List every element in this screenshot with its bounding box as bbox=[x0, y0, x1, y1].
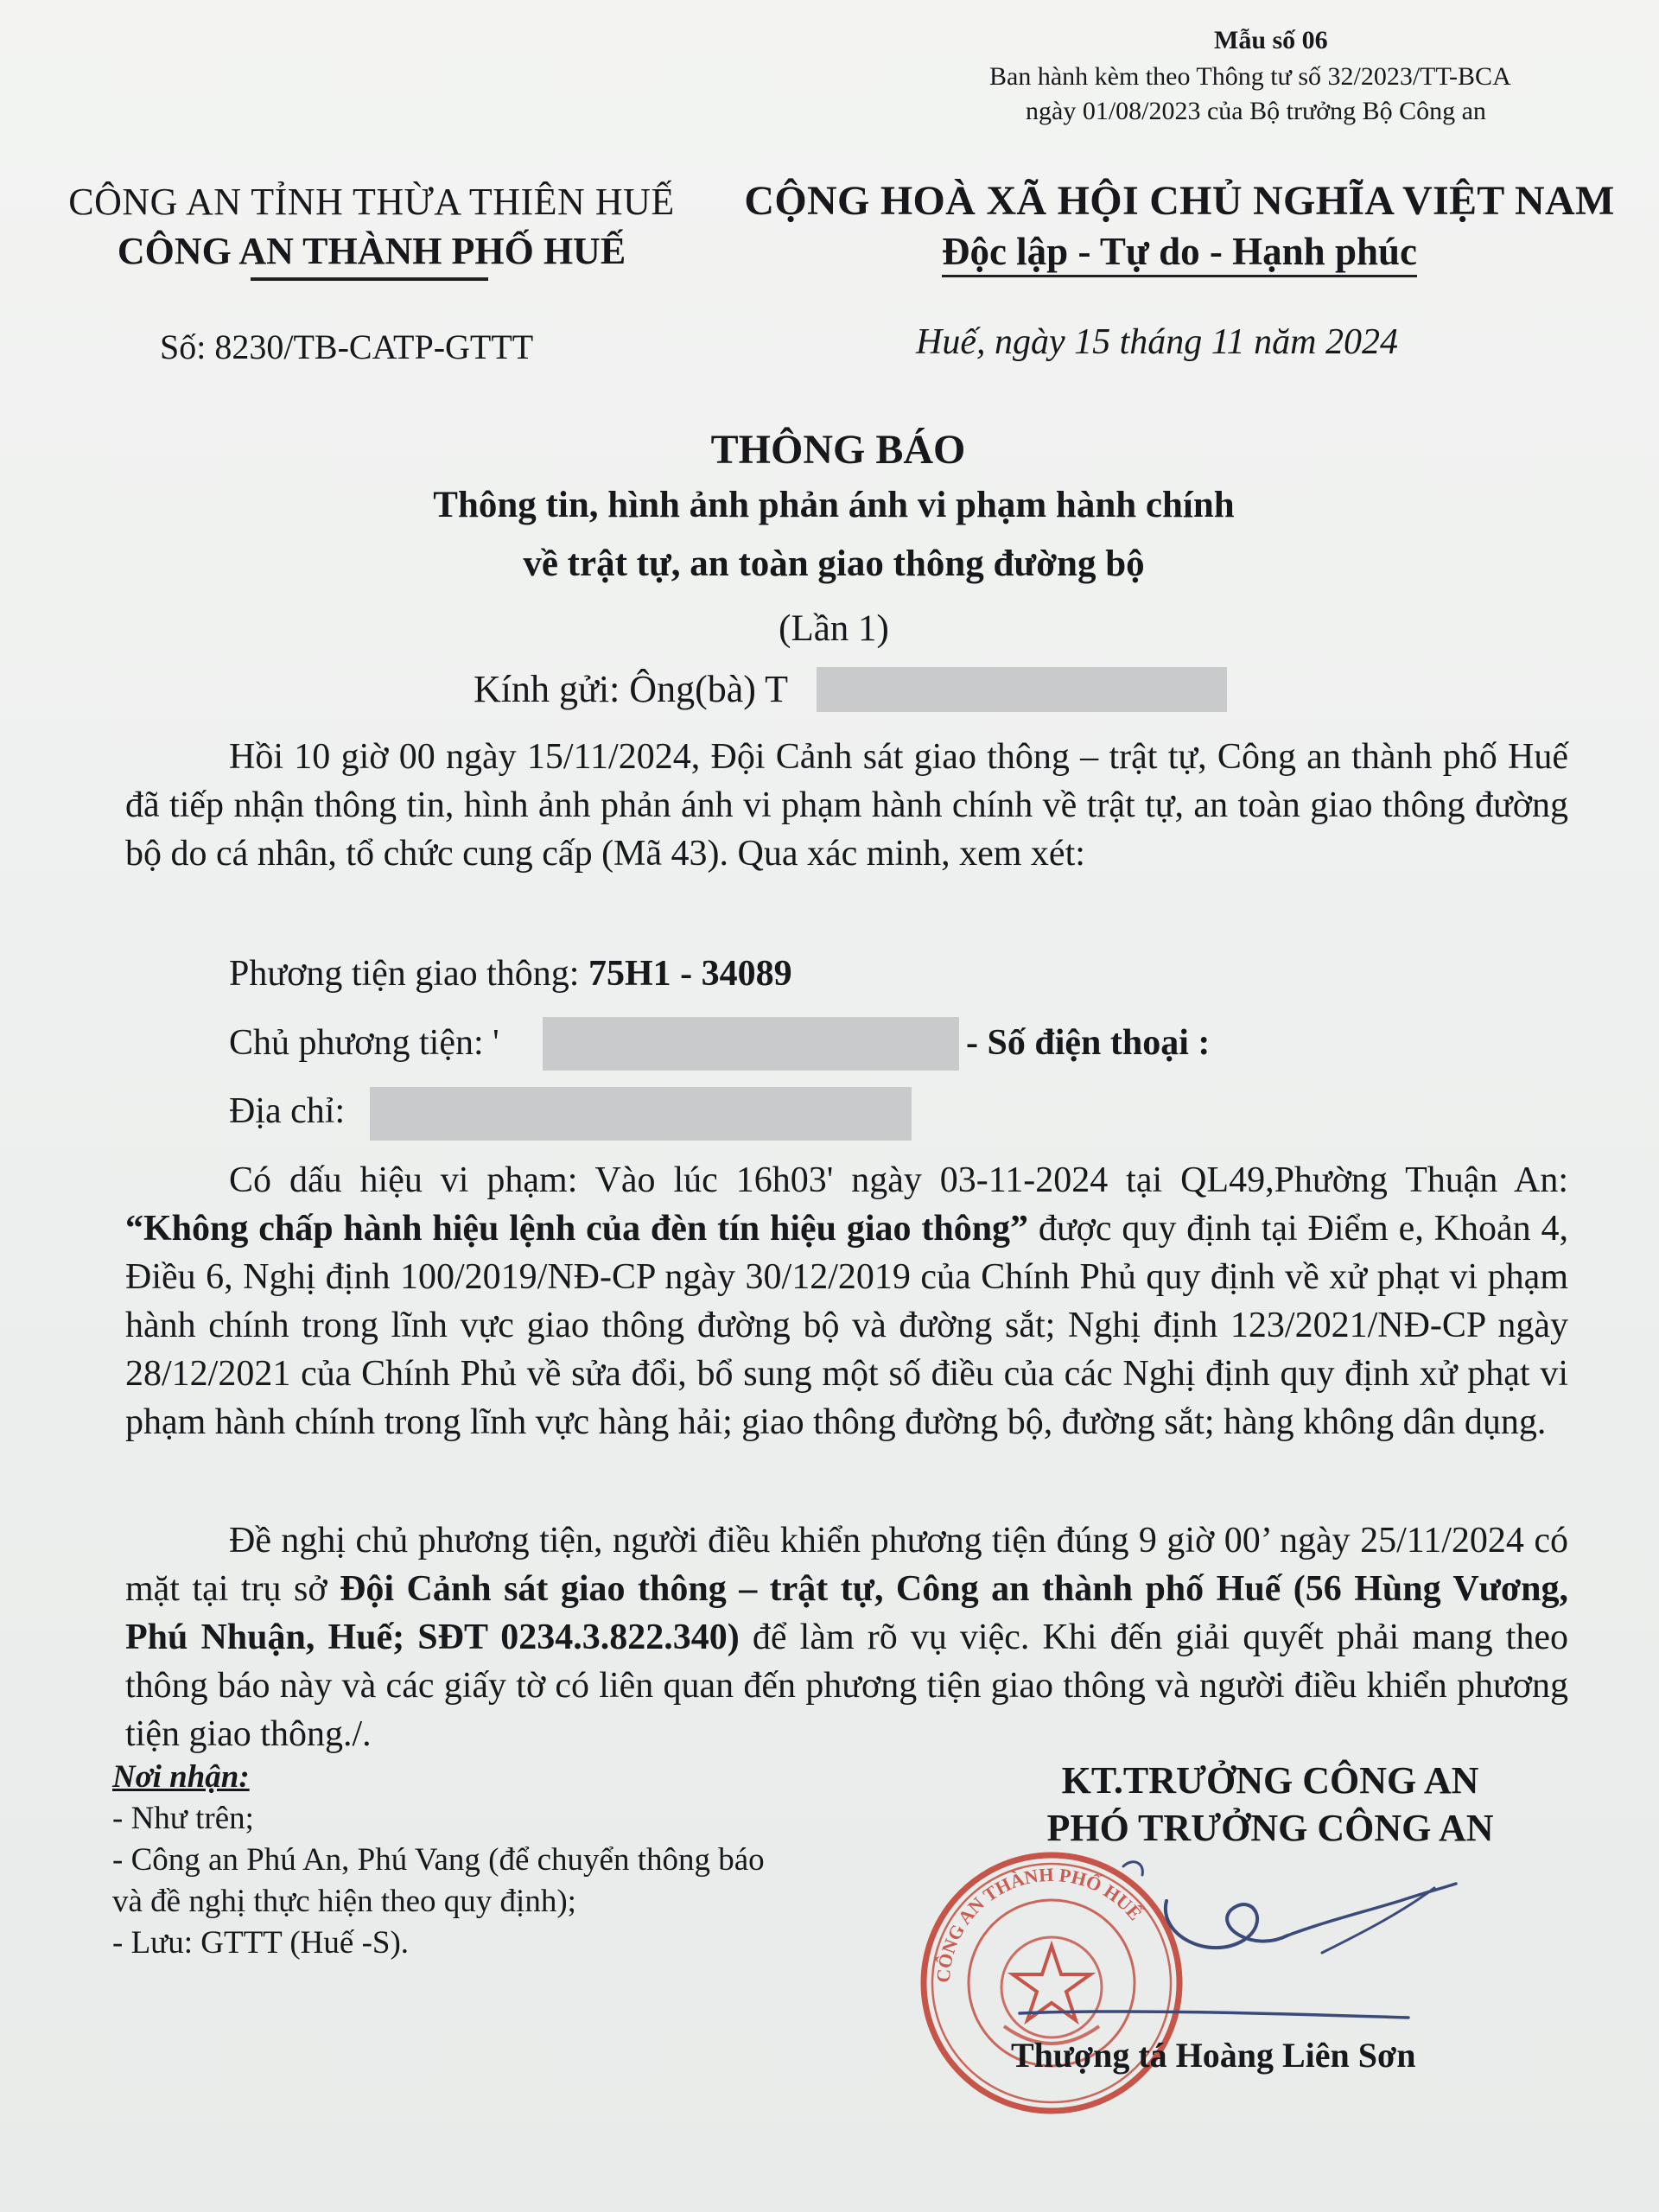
vehicle-plate: 75H1 - 34089 bbox=[588, 954, 792, 994]
address-label: Địa chỉ: bbox=[229, 1091, 346, 1131]
recipients-item: - Lưu: GTTT (Huế -S). bbox=[112, 1925, 410, 1961]
owner-label-row bbox=[229, 1022, 499, 1064]
redacted-recipient-name bbox=[817, 667, 1227, 712]
recipients-item: - Công an Phú An, Phú Vang (để chuyển thông báo bbox=[112, 1842, 765, 1878]
signature-block bbox=[959, 1758, 1581, 1850]
recipients-item: - Như trên; bbox=[112, 1801, 254, 1836]
nation-motto: Độc lập - Tự do - Hạnh phúc bbox=[942, 230, 1417, 277]
nation-header bbox=[743, 177, 1616, 277]
request-place: Đội Cảnh sát giao thông – trật tự, Công an thành phố Huế (56 Hùng Vương, Phú Nhuận, Huế; SĐT 0234.3.822.340) bbox=[125, 1569, 1568, 1657]
form-issued-line2: ngày 01/08/2023 của Bộ trưởng Bộ Công an bbox=[1026, 97, 1486, 125]
form-number: Mẫu số 06 bbox=[1214, 26, 1328, 54]
violation-intro: Có dấu hiệu vi phạm: Vào lúc 16h03' ngày 03-11-2024 tại QL49,Phường Thuận An: bbox=[229, 1160, 1568, 1200]
document-subtitle-line2: về trật tự, an toàn giao thông đường bộ bbox=[523, 543, 1145, 584]
document-subtitle-line1: Thông tin, hình ảnh phản ánh vi phạm hành chính bbox=[433, 485, 1235, 525]
recipients-label: Nơi nhận: bbox=[112, 1759, 250, 1795]
recipients-item: và đề nghị thực hiện theo quy định); bbox=[112, 1884, 576, 1919]
violation-legal-basis: được quy định tại Điểm e, Khoản 4, Điều 6, Nghị định 100/2019/NĐ-CP ngày 30/12/2019 của Chính Phủ quy định về xử phạt vi phạm hành chính trong lĩnh vực giao thông đường bộ và đường sắt; Nghị định 123/2021/NĐ-CP ngày 28/12/2021 của Chính Phủ về sửa đổi, bổ sung một số điều của các Nghị định quy định xử phạt vi phạm hành chính trong lĩnh vực hàng hải; giao thông đường bộ, đường sắt; hàng không dân dụng. bbox=[125, 1209, 1568, 1442]
agency-name-text: CÔNG AN THÀNH PHỐ HUẾ bbox=[117, 230, 626, 272]
owner-prefix: ' bbox=[493, 1023, 499, 1063]
signer-name: Thượng tá Hoàng Liên Sơn bbox=[1011, 2036, 1416, 2075]
signer-authority: KT.TRƯỞNG CÔNG AN bbox=[1061, 1759, 1479, 1802]
phone-label: - Số điện thoại : bbox=[966, 1023, 1211, 1063]
violation-paragraph bbox=[125, 1156, 1568, 1446]
redacted-owner-name bbox=[543, 1017, 959, 1071]
document-number: Số: 8230/TB-CATP-GTTT bbox=[160, 327, 534, 366]
nation-name: CỘNG HOÀ XÃ HỘI CHỦ NGHĨA VIỆT NAM bbox=[744, 178, 1615, 224]
violation-quote: “Không chấp hành hiệu lệnh của đèn tín hiệu giao thông” bbox=[125, 1209, 1029, 1249]
seal-ring-text: CÔNG AN THÀNH PHỐ HUẾ bbox=[931, 1863, 1147, 1984]
attempt-number: (Lần 1) bbox=[779, 608, 889, 649]
vehicle-label: Phương tiện giao thông: bbox=[229, 954, 588, 994]
redacted-address bbox=[370, 1087, 912, 1141]
handwritten-signature-icon bbox=[994, 1840, 1460, 2056]
recipients-list bbox=[112, 1757, 765, 1964]
request-paragraph bbox=[125, 1516, 1568, 1758]
request-instructions: để làm rõ vụ việc. Khi đến giải quyết phải mang theo thông báo này và các giấy tờ có liên quan đến phương tiện giao thông và người điều khiển phương tiện giao thông./. bbox=[125, 1618, 1568, 1754]
agency-parent: CÔNG AN TỈNH THỪA THIÊN HUẾ bbox=[68, 181, 675, 223]
form-issued-line1: Ban hành kèm theo Thông tư số 32/2023/TT-BCA bbox=[989, 62, 1511, 91]
intro-paragraph: Hồi 10 giờ 00 ngày 15/11/2024, Đội Cảnh sát giao thông – trật tự, Công an thành phố Huế đã tiếp nhận thông tin, hình ảnh phản ánh vi phạm hành chính về trật tự, an toàn giao thông đường bộ do cá nhân, tổ chức cung cấp (Mã 43). Qua xác minh, xem xét: bbox=[125, 737, 1568, 874]
agency-header bbox=[52, 180, 691, 273]
agency-name bbox=[52, 229, 691, 273]
agency-underline bbox=[251, 277, 488, 281]
vehicle-row bbox=[229, 953, 792, 995]
document-date: Huế, ngày 15 tháng 11 năm 2024 bbox=[916, 322, 1398, 362]
recipient-salutation: Kính gửi: Ông(bà) T bbox=[474, 668, 788, 710]
document-title: THÔNG BÁO bbox=[710, 427, 966, 473]
request-intro: Đề nghị chủ phương tiện, người điều khiển phương tiện đúng 9 giờ 00’ ngày 25/11/2024 có mặt tại trụ sở bbox=[125, 1521, 1568, 1609]
owner-label: Chủ phương tiện: bbox=[229, 1023, 493, 1063]
signer-position: PHÓ TRƯỞNG CÔNG AN bbox=[1046, 1807, 1494, 1849]
